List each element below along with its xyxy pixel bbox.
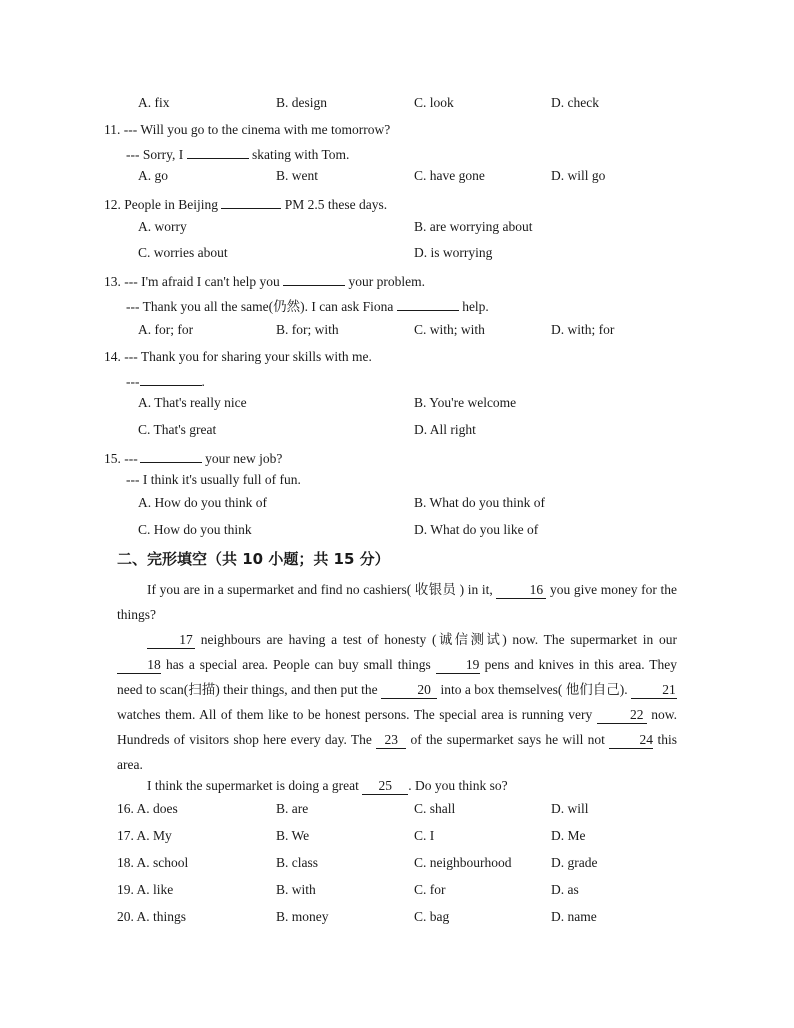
answer-blank (187, 144, 249, 159)
q14-option-d: D. All right (414, 422, 476, 437)
q15-option-b: B. What do you think of (414, 495, 545, 510)
q14-option-a: A. That's really nice (138, 395, 247, 410)
q19-option-c: C. for (414, 882, 446, 897)
q16-option-a: 16. A. does (117, 801, 178, 816)
passage-text: watches them. All of them like to be honest persons. The special area is running very (117, 707, 593, 722)
q13-option-a: A. for; for (138, 322, 194, 337)
q20-option-c: C. bag (414, 909, 450, 924)
q18-option-a: 18. A. school (117, 855, 189, 870)
blank-24: 24 (609, 732, 653, 749)
q16-option-c: C. shall (414, 801, 456, 816)
q15-stem-1-start: 15. --- (104, 451, 138, 466)
q10-option-b: B. design (276, 95, 328, 110)
passage-text: I think the supermarket is doing a great (147, 778, 359, 793)
q11-stem-1: 11. --- Will you go to the cinema with me tomorrow? (104, 122, 391, 137)
answer-blank (140, 371, 202, 386)
q13-stem-1-start: 13. --- I'm afraid I can't help you (104, 274, 280, 289)
q19-option-b: B. with (276, 882, 316, 897)
q11-option-c: C. have gone (414, 168, 485, 183)
q15-option-d: D. What do you like of (414, 522, 539, 537)
passage-text: you give money for the things? (117, 582, 677, 622)
q19-option-d: D. as (551, 882, 579, 897)
q14-stem-2 (126, 371, 205, 391)
q11-stem-2 (126, 144, 349, 164)
q12-option-a: A. worry (138, 219, 187, 234)
q12-option-b: B. are worrying about (414, 219, 533, 234)
q10-option-c: C. look (414, 95, 454, 110)
q16-option-b: B. are (276, 801, 309, 816)
q12-option-c: C. worries about (138, 245, 228, 260)
answer-blank (221, 194, 281, 209)
answer-blank (397, 296, 459, 311)
blank-22: 22 (597, 707, 647, 724)
q11-option-b: B. went (276, 168, 318, 183)
passage-text: If you are in a supermarket and find no cashiers( 收银员 ) in it, (147, 582, 493, 597)
blank-19: 19 (436, 657, 480, 674)
passage-text: of the supermarket says he will not (410, 732, 605, 747)
answer-blank (283, 271, 345, 286)
q17-option-d: D. Me (551, 828, 586, 843)
q10-option-d: D. check (551, 95, 599, 110)
q13-option-d: D. with; for (551, 322, 615, 337)
section-title-cloze: 二、完形填空（共 10 小题；共 15 分） (117, 550, 390, 568)
passage-text: now. Hundreds of visitors shop here every day. The (117, 707, 678, 747)
q15-stem-1 (104, 448, 282, 468)
q19-option-a: 19. A. like (117, 882, 174, 897)
q20-option-a: 20. A. things (117, 909, 187, 924)
q17-option-b: B. We (276, 828, 310, 843)
q14-stem-2-end: . (201, 374, 205, 389)
q11-stem-2-start: --- Sorry, I (126, 147, 184, 162)
q15-option-a: A. How do you think of (138, 495, 267, 510)
q14-stem-1: 14. --- Thank you for sharing your skills with me. (104, 349, 372, 364)
q13-option-b: B. for; with (276, 322, 339, 337)
passage-paragraph-2 (117, 627, 677, 777)
passage-paragraph-1 (117, 577, 677, 627)
q11-option-d: D. will go (551, 168, 606, 183)
q14-stem-2-start: --- (126, 374, 140, 389)
q12-option-d: D. is worrying (414, 245, 493, 260)
answer-blank (140, 448, 202, 463)
q10-option-a: A. fix (138, 95, 170, 110)
passage-text: this area. (117, 732, 678, 772)
q13-stem-2-start: --- Thank you all the same(仍然). I can ask Fiona (126, 299, 394, 314)
q13-option-c: C. with; with (414, 322, 485, 337)
passage-paragraph-3 (147, 777, 508, 795)
blank-17: 17 (147, 632, 195, 649)
q12-stem-end: PM 2.5 these days. (284, 197, 388, 212)
q17-option-a: 17. A. My (117, 828, 172, 843)
q13-stem-2-end: help. (462, 299, 489, 314)
q17-option-c: C. I (414, 828, 435, 843)
q18-option-b: B. class (276, 855, 318, 870)
blank-23: 23 (376, 732, 406, 749)
q18-option-d: D. grade (551, 855, 598, 870)
passage-text: pens and knives in this area. They need to scan(扫描) their things, and then put the (117, 657, 678, 697)
q15-option-c: C. How do you think (138, 522, 252, 537)
q13-stem-1-end: your problem. (348, 274, 426, 289)
q16-option-d: D. will (551, 801, 589, 816)
q11-stem-2-end: skating with Tom. (251, 147, 350, 162)
q14-option-c: C. That's great (138, 422, 217, 437)
q15-stem-1-end: your new job? (205, 451, 283, 466)
passage-text: neighbours are having a test of honesty (诚信测试) now. The supermarket in our (200, 632, 678, 647)
q13-stem-2 (126, 296, 489, 316)
q15-stem-2: --- I think it's usually full of fun. (126, 472, 301, 487)
passage-text: has a special area. People can buy small things (165, 657, 431, 672)
q11-option-a: A. go (138, 168, 168, 183)
q20-option-b: B. money (276, 909, 329, 924)
blank-16: 16 (496, 582, 546, 599)
q20-option-d: D. name (551, 909, 597, 924)
q12-stem-start: 12. People in Beijing (104, 197, 218, 212)
blank-20: 20 (381, 682, 437, 699)
blank-21: 21 (631, 682, 677, 699)
q13-stem-1 (104, 271, 425, 291)
q14-option-b: B. You're welcome (414, 395, 517, 410)
q12-stem (104, 194, 387, 214)
q18-option-c: C. neighbourhood (414, 855, 512, 870)
passage-text: into a box themselves( 他们自己). (440, 682, 628, 697)
passage-text: . Do you think so? (408, 778, 508, 793)
blank-18: 18 (117, 657, 161, 674)
blank-25: 25 (362, 778, 408, 795)
